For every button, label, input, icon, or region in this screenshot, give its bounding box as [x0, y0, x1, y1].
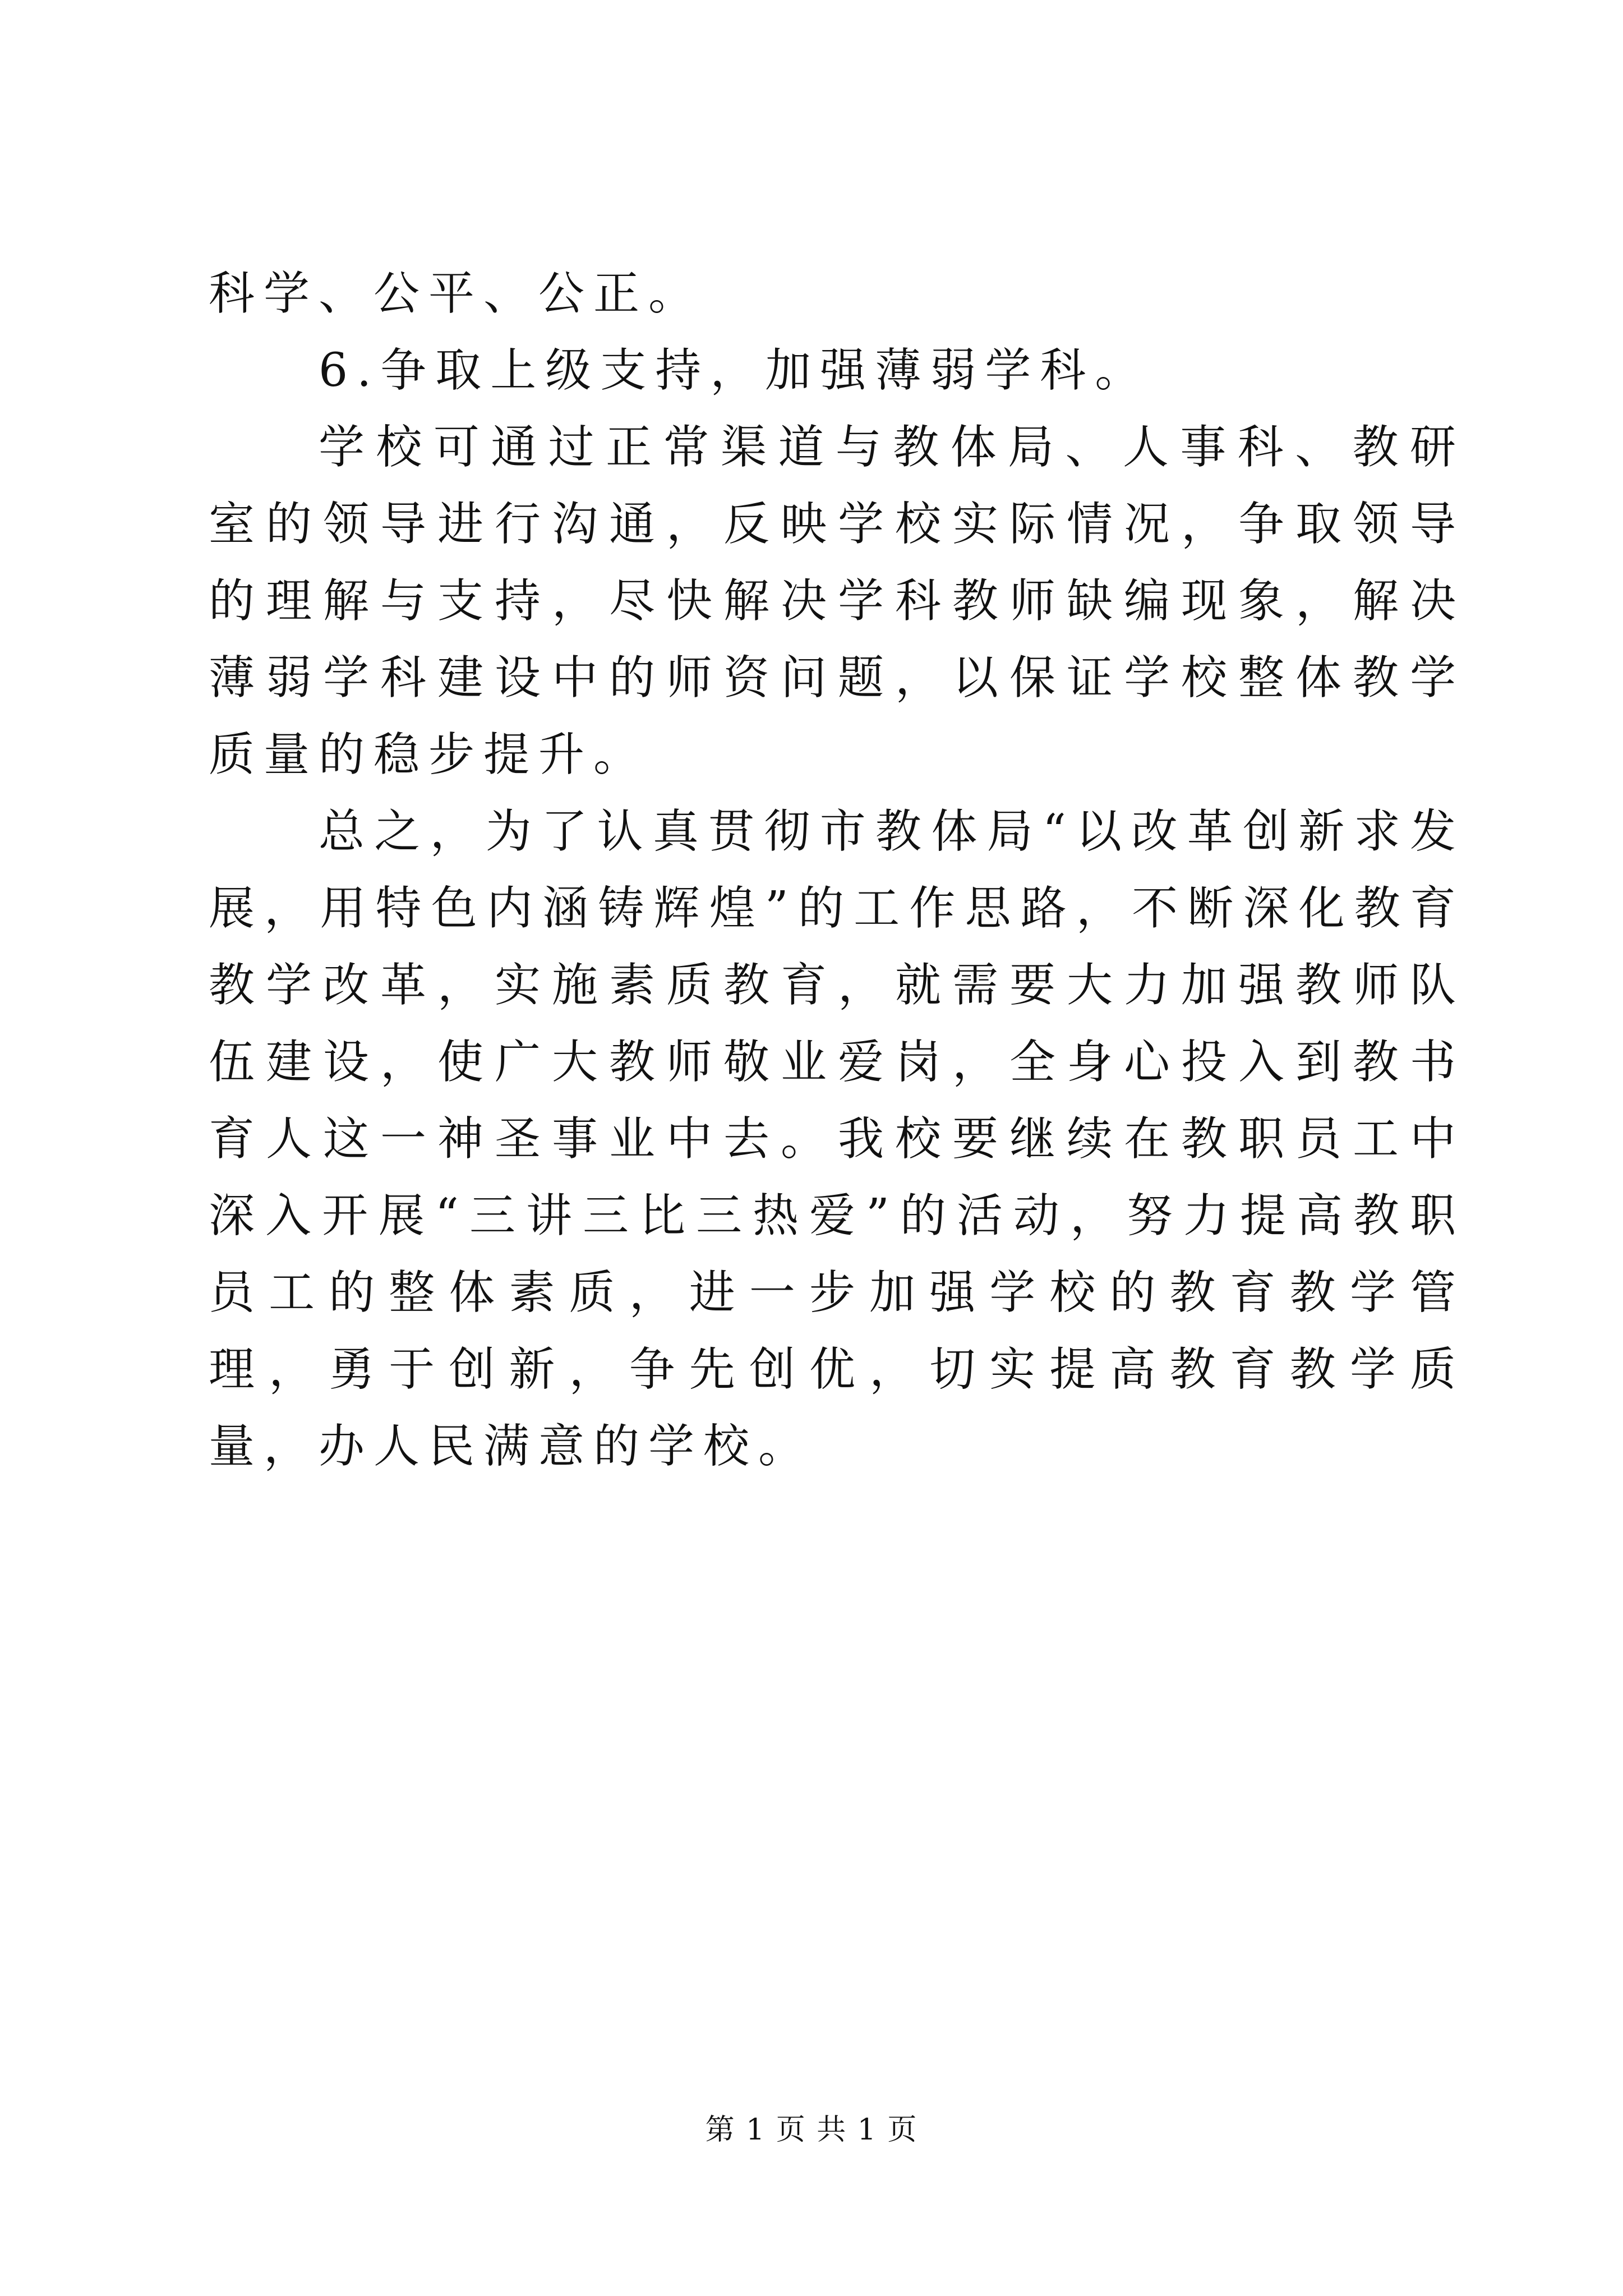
document-body [209, 255, 1465, 1485]
paragraph-support: 学校可通过正常渠道与教体局、人事科、教研室的领导进行沟通，反映学校实际情况，争取领导的理解与支持，尽快解决学科教师缺编现象，解决薄弱学科建设中的师资问题，以保证学校整体教学质量的稳步提升。 [209, 421, 1465, 781]
page-footer: 第 1 页 共 1 页 [705, 2113, 918, 2147]
paragraph-continuation: 科学、公平、公正。 [209, 267, 704, 320]
paragraph-heading-6: 6.争取上级支持，加强薄弱学科。 [319, 344, 1150, 397]
paragraph-conclusion: 总之，为了认真贯彻市教体局“以改革创新求发展，用特色内涵铸辉煌”的工作思路，不断深化教育教学改革，实施素质教育，就需要大力加强教师队伍建设，使广大教师敬业爱岗，全身心投入到教书育人这一神圣事业中去。我校要继续在教职员工中深入开展“三讲三比三热爱”的活动，努力提高教职员工的整体素质，进一步加强学校的教育教学管理，勇于创新，争先创优，切实提高教育教学质量，办人民满意的学校。 [209, 805, 1465, 1473]
